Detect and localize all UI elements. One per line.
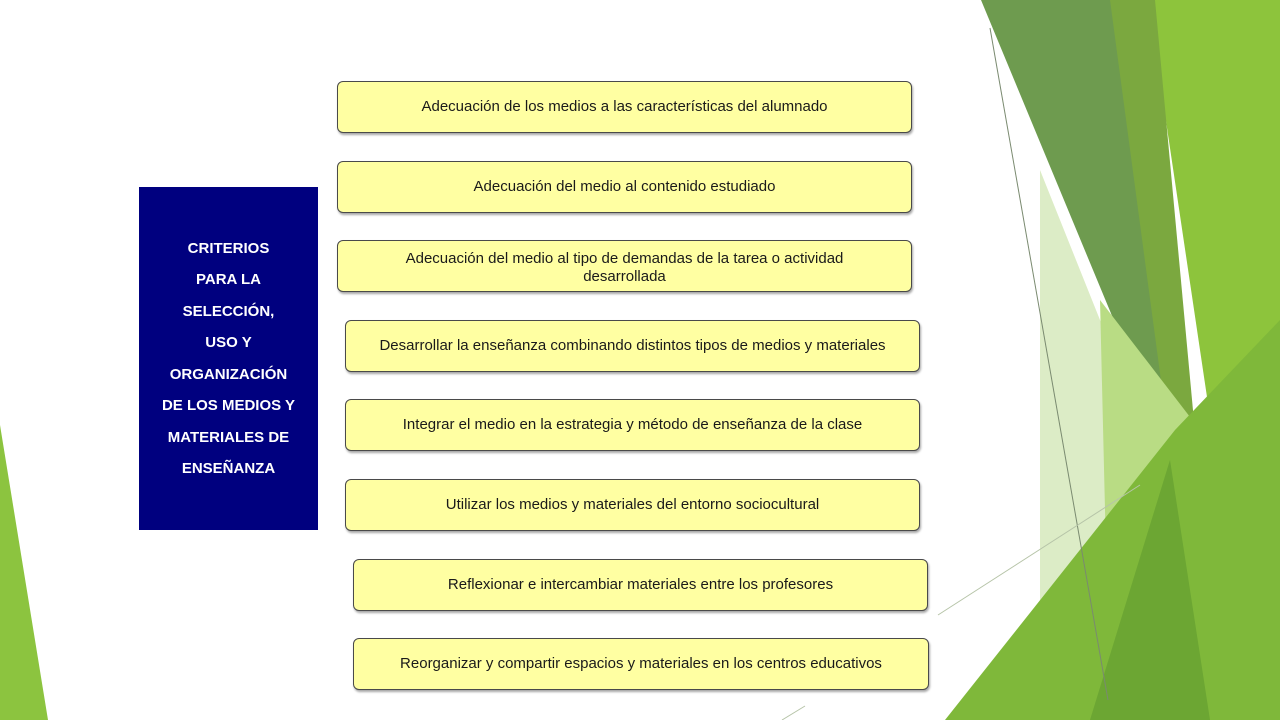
- criterion-box-8: [353, 638, 929, 690]
- title-line: CRITERIOS: [187, 239, 270, 257]
- criterion-text: Utilizar los medios y materiales del entorno sociocultural: [445, 496, 820, 513]
- left-green-wedge: [0, 425, 48, 720]
- title-line: ENSEÑANZA: [181, 460, 276, 477]
- title-line: PARA LA: [196, 271, 261, 288]
- criterion-text: Integrar el medio en la estrategia y método de enseñanza de la clase: [402, 416, 863, 433]
- thin-diagonal-line-3: [782, 706, 805, 720]
- criterion-text: Reorganizar y compartir espacios y materiales en los centros educativos: [400, 655, 882, 672]
- criterion-box-1: [337, 81, 912, 133]
- criterion-text: Adecuación de los medios a las características del alumnado: [421, 98, 828, 115]
- criterion-box-6: [345, 479, 920, 531]
- criterion-box-3: [337, 240, 912, 292]
- criterion-box-4: [345, 320, 920, 372]
- title-line: DE LOS MEDIOS Y: [161, 397, 296, 414]
- criterion-text: Desarrollar la enseñanza combinando distintos tipos de medios y materiales: [379, 337, 886, 354]
- title-line: MATERIALES DE: [167, 428, 290, 446]
- criterion-text: Reflexionar e intercambiar materiales entre los profesores: [447, 576, 834, 593]
- criterion-box-7: [353, 559, 928, 611]
- criteria-title-box: [139, 187, 318, 530]
- title-line: ORGANIZACIÓN: [169, 365, 288, 383]
- criterion-box-5: [345, 399, 920, 451]
- title-line: SELECCIÓN,: [182, 302, 275, 320]
- criterion-text: Adecuación del medio al contenido estudiado: [473, 178, 776, 195]
- title-line: USO Y: [205, 334, 252, 351]
- criterion-text: Adecuación del medio al tipo de demandas de la tarea o actividad desarrollada: [405, 250, 844, 285]
- criterion-box-2: [337, 161, 912, 213]
